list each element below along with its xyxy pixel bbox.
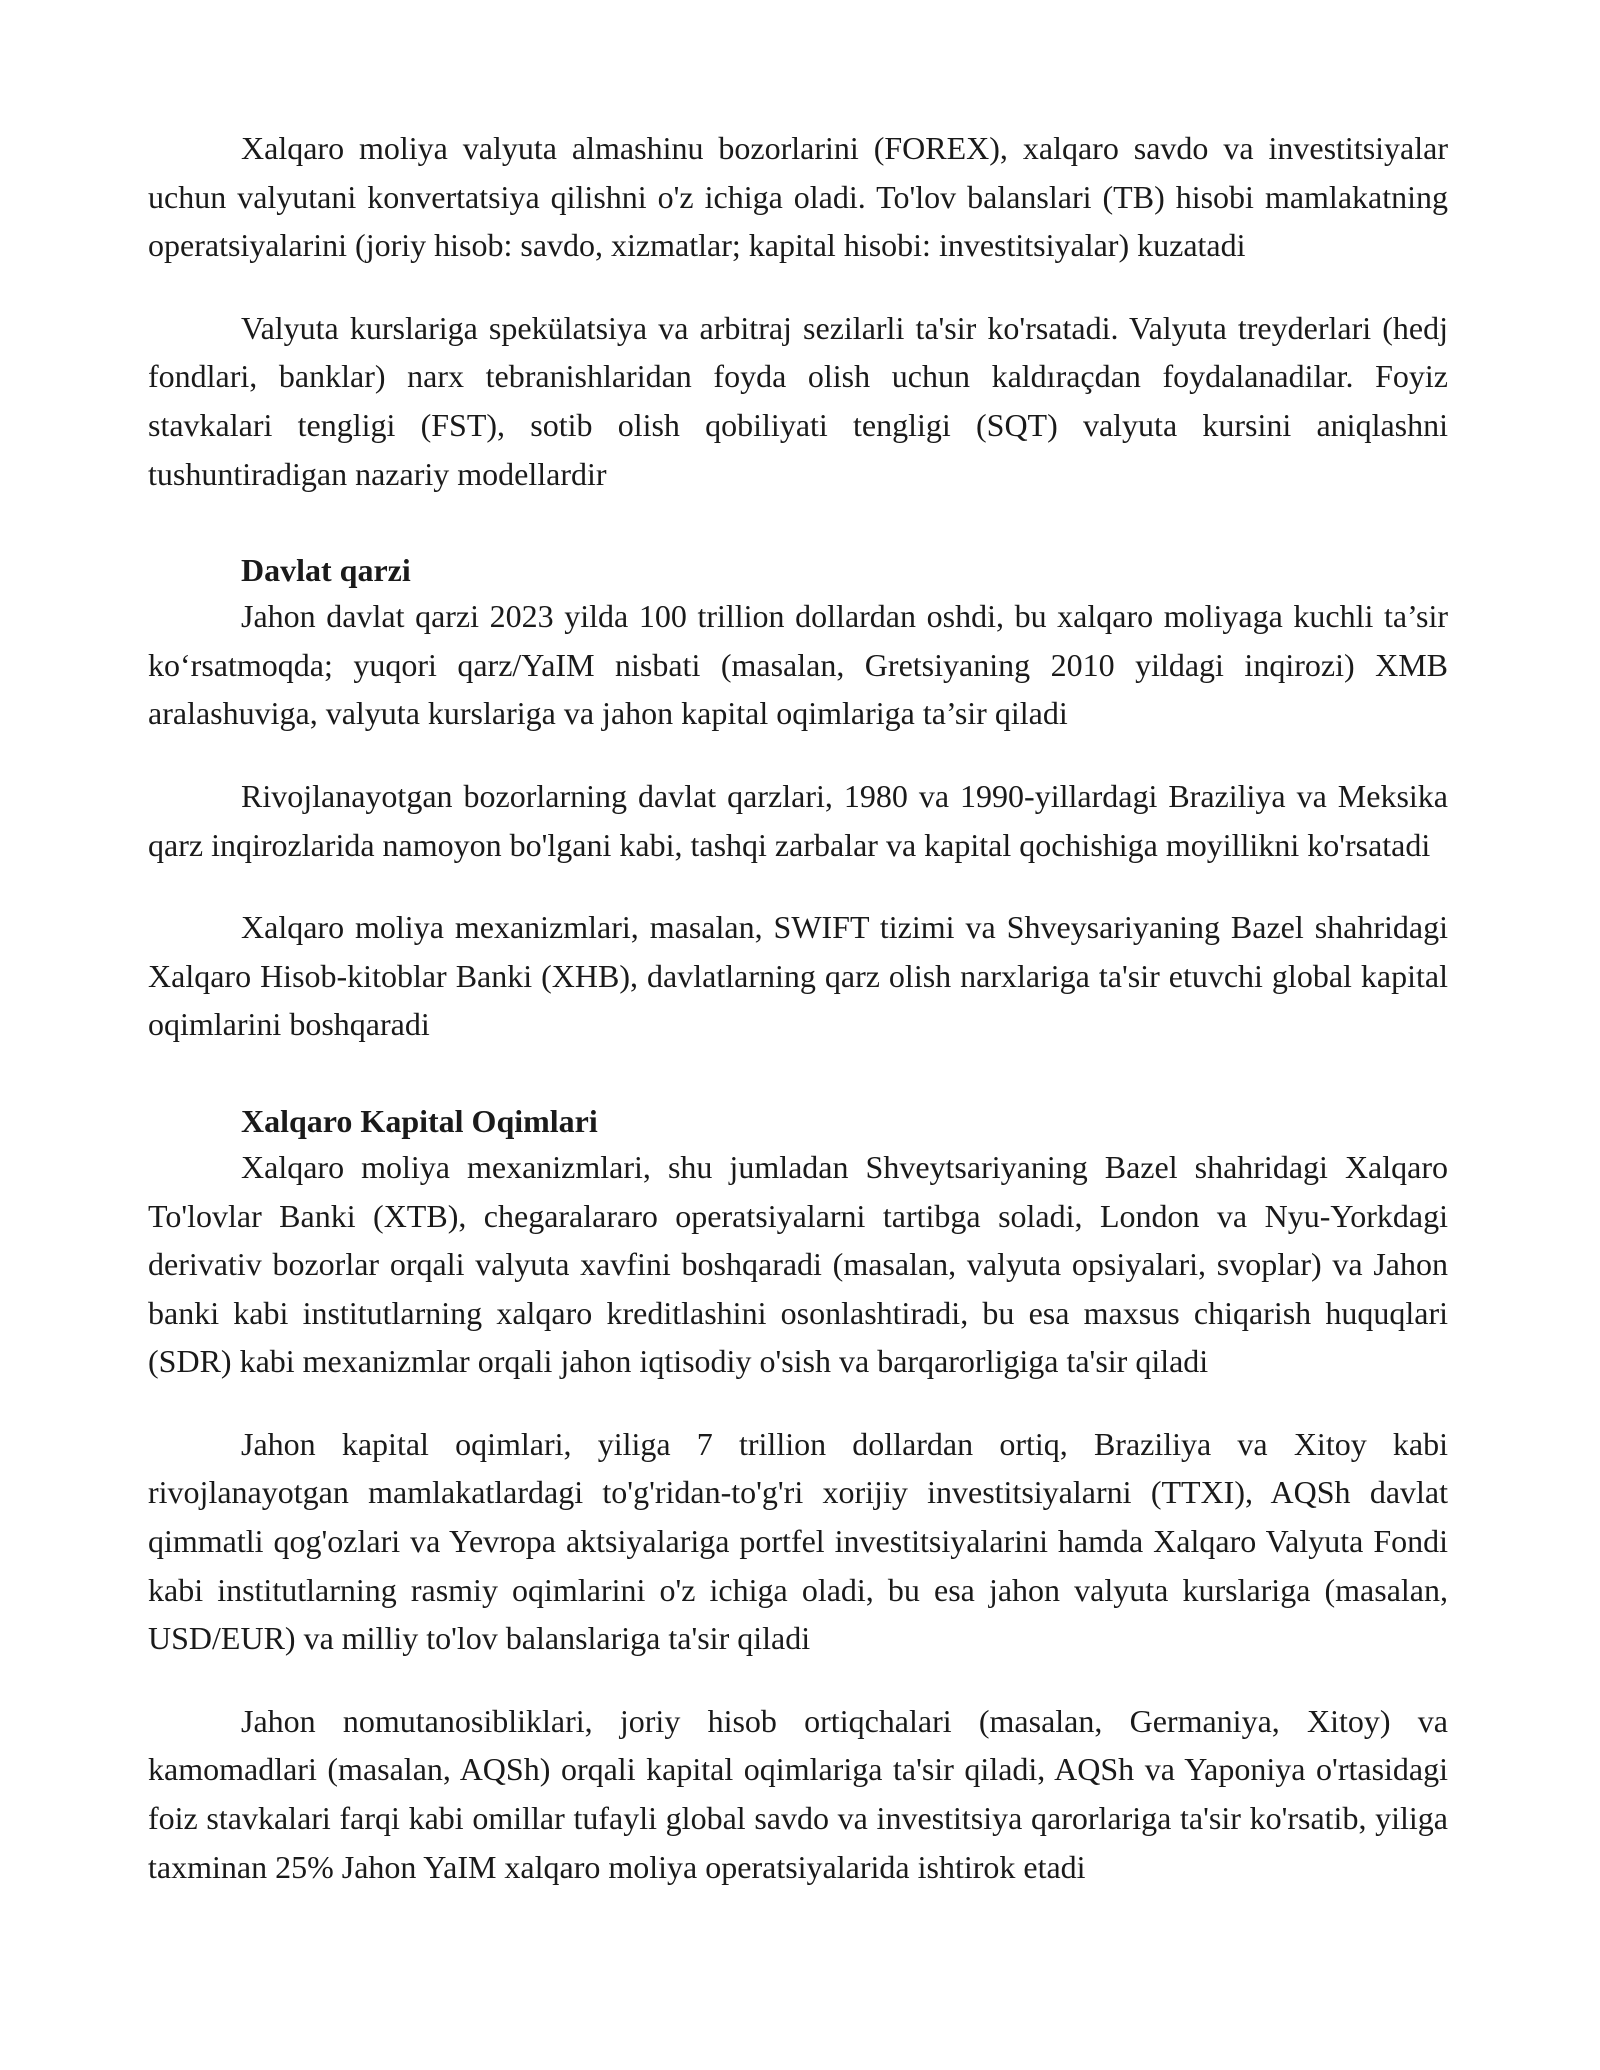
heading-davlat-qarzi: Davlat qarzi xyxy=(241,552,411,589)
paragraph-global-imbalances: Jahon nomutanosibliklari, joriy hisob ortiqchalari (masalan, Germaniya, Xitoy) va kamomadlari (masalan, AQSh) orqali kapital oqimlariga ta'sir qiladi, AQSh va Yaponiya o'rtasidagi foiz stavkalari farqi kabi omillar tufayli global savdo va investitsiya qarorlariga ta'sir ko'rsatib, yiliga taxminan 25% Jahon YaIM xalqaro moliya operatsiyalarida ishtirok etadi xyxy=(148,1702,1448,1885)
document-page xyxy=(148,124,1448,1891)
heading-kapital-oqimlari: Xalqaro Kapital Oqimlari xyxy=(241,1102,598,1139)
paragraph-capital-flows: Jahon kapital oqimlari, yiliga 7 trillion dollardan ortiq, Braziliya va Xitoy kabi rivojlanayotgan mamlakatlardagi to'g'ridan-to'g'ri xorijiy investitsiyalarni (TTXI), AQSh davlat qimmatli qog'ozlari va Yevropa aktsiyalariga portfel investitsiyalarini hamda Xalqaro Valyuta Fondi kabi institutlarning rasmiy oqimlarini o'z ichiga oladi, bu esa jahon valyuta kurslariga (masalan, USD/EUR) va milliy to'lov balanslariga ta'sir qiladi xyxy=(148,1425,1448,1657)
paragraph-emerging-debt: Rivojlanayotgan bozorlarning davlat qarzlari, 1980 va 1990-yillardagi Braziliya va Meksika qarz inqirozlarida namoyon bo'lgani kabi, tashqi zarbalar va kapital qochishiga moyillikni ko'rsatadi xyxy=(148,777,1448,863)
paragraph-bis-mechanisms: Xalqaro moliya mexanizmlari, shu jumladan Shveytsariyaning Bazel shahridagi Xalqaro To'lovlar Banki (XTB), chegaralararo operatsiyalarni tartibga soladi, London va Nyu-Yorkdagi derivativ bozorlar orqali valyuta xavfini boshqaradi (masalan, valyuta opsiyalari, svoplar) va Jahon banki kabi institutlarning xalqaro kreditlashini osonlashtiradi, bu esa maxsus chiqarish huquqlari (SDR) kabi mexanizmlar orqali jahon iqtisodiy o'sish va barqarorligiga ta'sir qiladi xyxy=(148,1148,1448,1380)
paragraph-swift-bis: Xalqaro moliya mexanizmlari, masalan, SWIFT tizimi va Shveysariyaning Bazel shahridagi Xalqaro Hisob-kitoblar Banki (XHB), davlatlarning qarz olish narxlariga ta'sir etuvchi global kapital oqimlarini boshqaradi xyxy=(148,909,1448,1043)
paragraph-speculation: Valyuta kurslariga spekülatsiya va arbitraj sezilarli ta'sir ko'rsatadi. Valyuta treyderlari (hedj fondlari, banklar) narx tebranishlaridan foyda olish uchun kaldıraçdan foydalanadilar. Foyiz stavkalari tengligi (FST), sotib olish qobiliyati tengligi (SQT) valyuta kursini aniqlashni tushuntiradigan nazariy modellardir xyxy=(148,309,1448,492)
paragraph-world-debt: Jahon davlat qarzi 2023 yilda 100 trillion dollardan oshdi, bu xalqaro moliyaga kuchli ta’sir ko‘rsatmoqda; yuqori qarz/YaIM nisbati (masalan, Gretsiyaning 2010 yildagi inqirozi) XMB aralashuviga, valyuta kurslariga va jahon kapital oqimlariga ta’sir qiladi xyxy=(148,598,1448,732)
paragraph-forex: Xalqaro moliya valyuta almashinu bozorlarini (FOREX), xalqaro savdo va investitsiyalar uchun valyutani konvertatsiya qilishni o'z ichiga oladi. To'lov balanslari (TB) hisobi mamlakatning operatsiyalarini (joriy hisob: savdo, xizmatlar; kapital hisobi: investitsiyalar) kuzatadi xyxy=(148,130,1448,264)
